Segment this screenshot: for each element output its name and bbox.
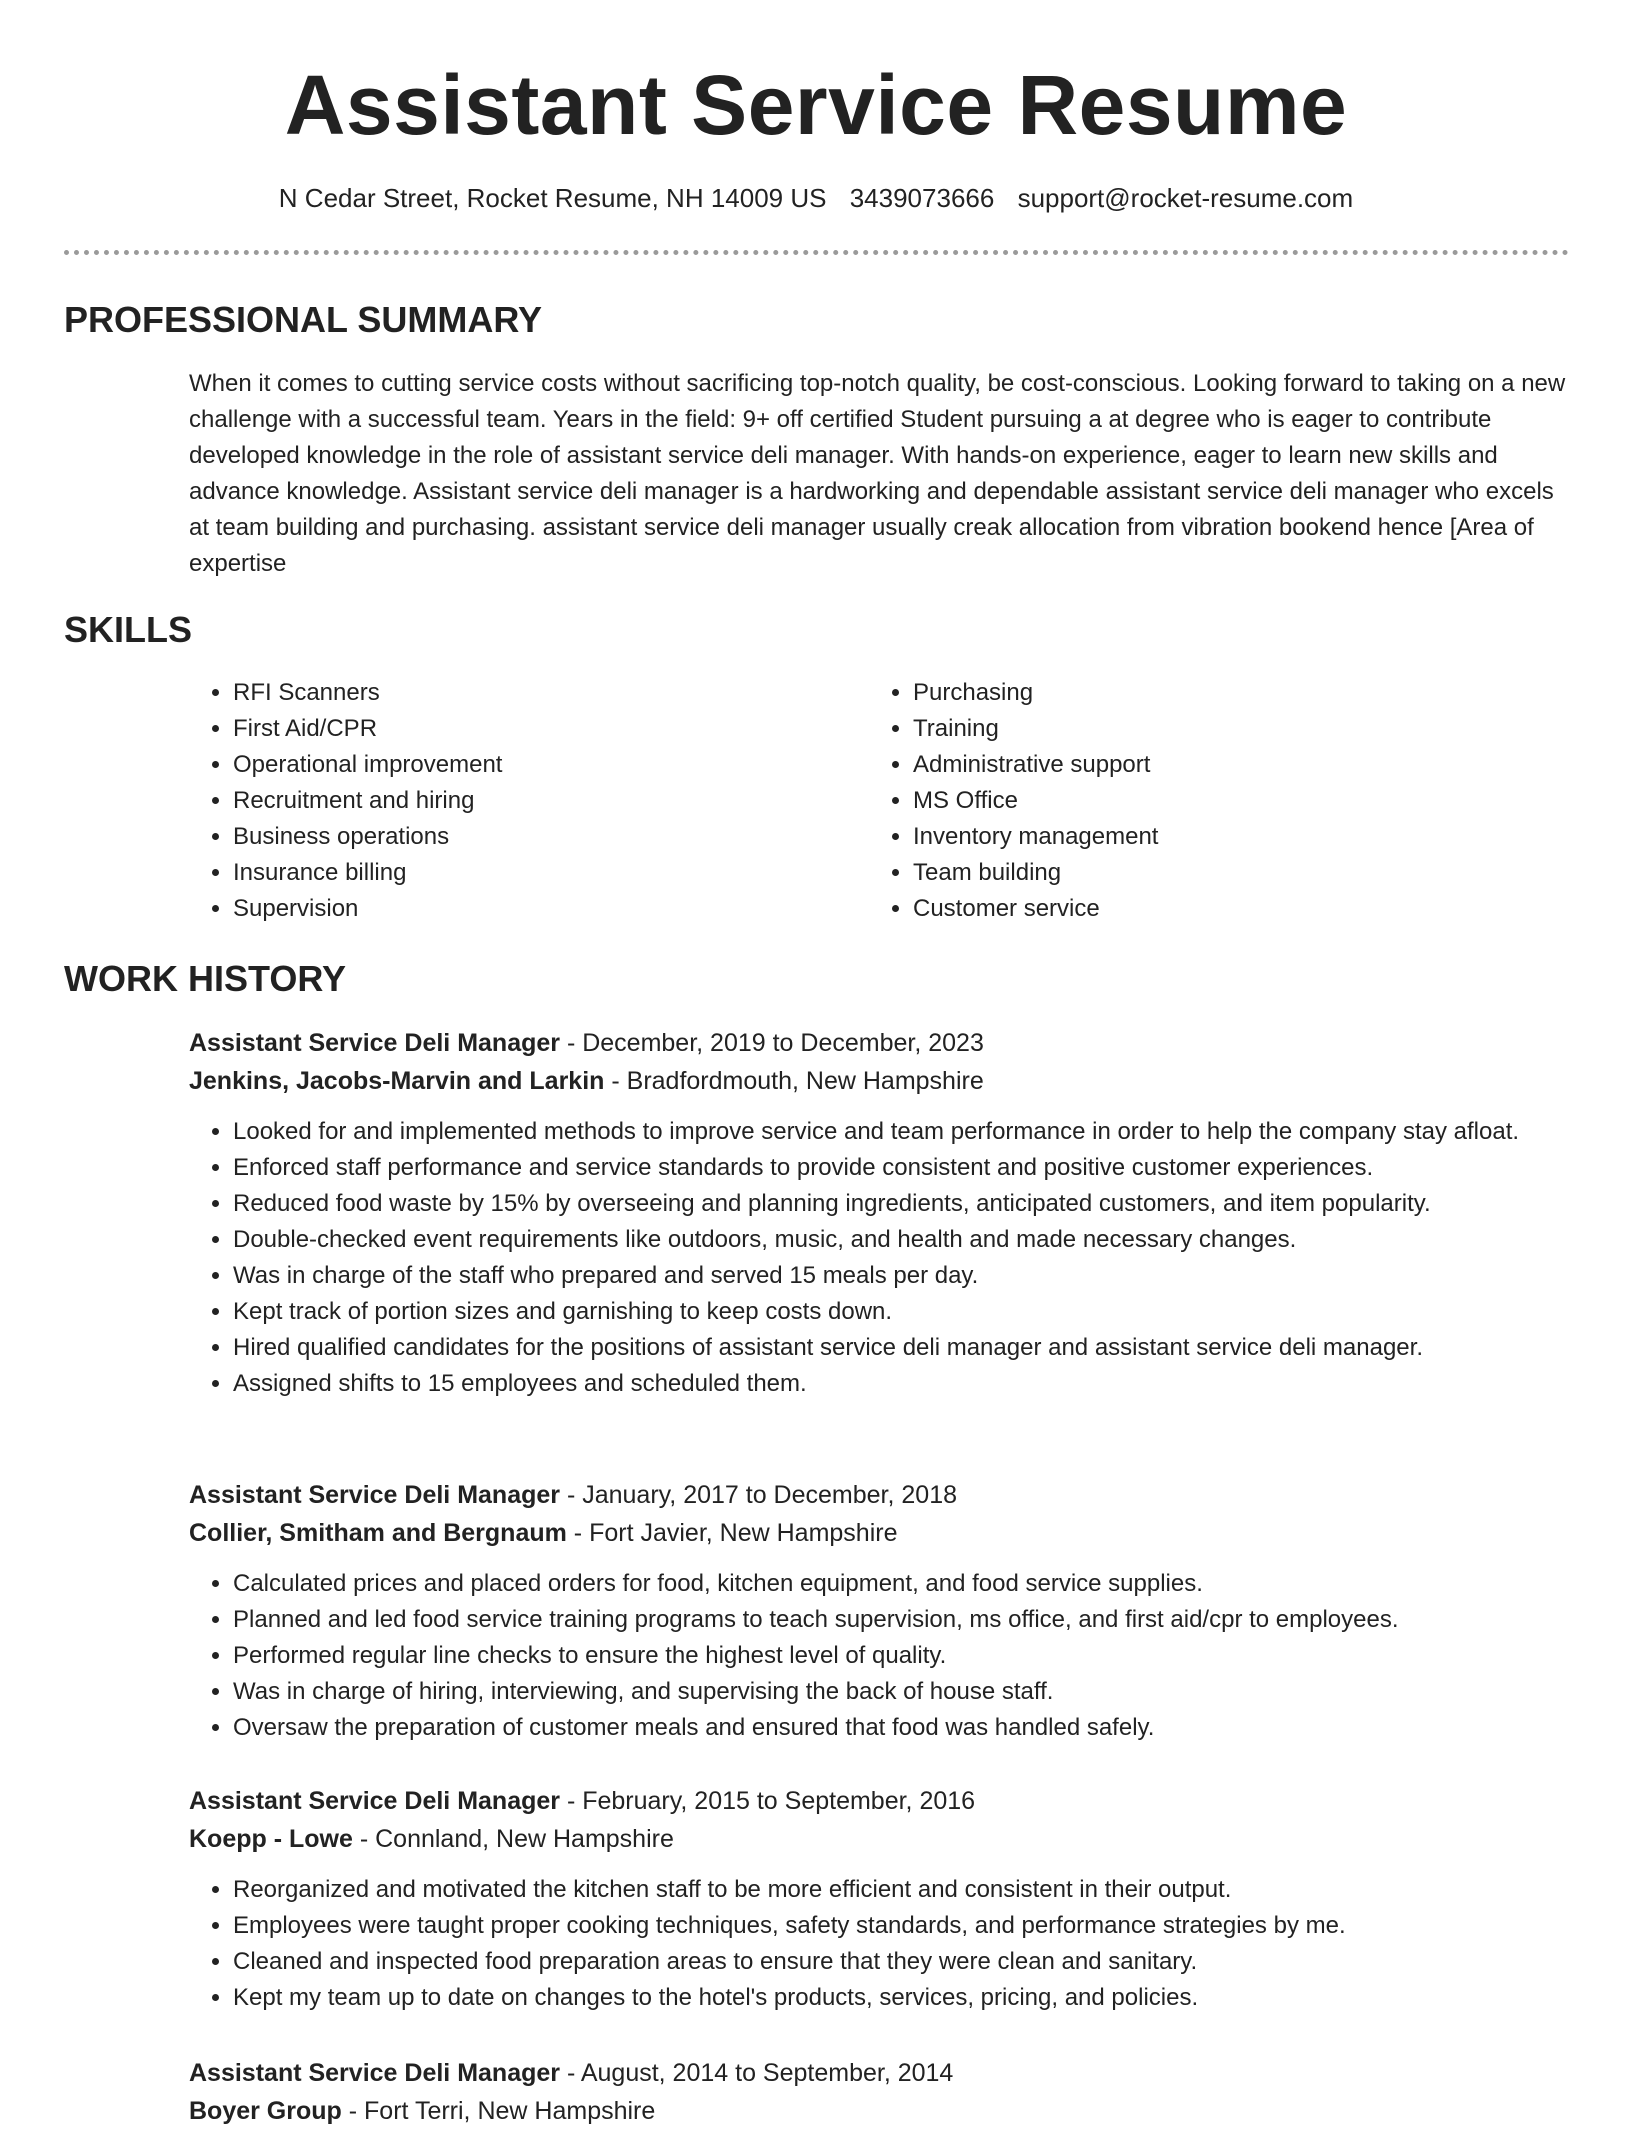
job-location: - Connland, New Hampshire bbox=[352, 1825, 674, 1853]
job-entry bbox=[189, 1024, 1569, 1402]
job-company: Koepp - Lowe bbox=[189, 1825, 353, 1853]
skill-item: • Training bbox=[913, 711, 1549, 747]
skill-item: • Recruitment and hiring bbox=[233, 783, 829, 819]
job-company-line bbox=[189, 1514, 1569, 1552]
job-entry bbox=[189, 2054, 1569, 2130]
job-bullet: • Double-checked event requirements like outdoors, music, and health and made necessary changes. bbox=[233, 1222, 1569, 1258]
skill-item: • Customer service bbox=[913, 891, 1549, 927]
job-bullet: • Kept track of portion sizes and garnishing to keep costs down. bbox=[233, 1294, 1569, 1330]
job-bullet: • Was in charge of the staff who prepared and served 15 meals per day. bbox=[233, 1258, 1569, 1294]
skills-heading: SKILLS bbox=[64, 609, 193, 650]
header-divider bbox=[64, 250, 1569, 255]
job-dates: - January, 2017 to December, 2018 bbox=[560, 1481, 957, 1509]
job-title-line bbox=[189, 1476, 1569, 1514]
skill-item: • Inventory management bbox=[913, 819, 1549, 855]
skill-item: • Insurance billing bbox=[233, 855, 829, 891]
contact-email: support@rocket-resume.com bbox=[1017, 183, 1354, 213]
job-bullet: • Oversaw the preparation of customer meals and ensured that food was handled safely. bbox=[233, 1710, 1569, 1746]
job-title-line bbox=[189, 2054, 1569, 2092]
job-role: Assistant Service Deli Manager bbox=[189, 1787, 560, 1815]
job-bullet: • Was in charge of hiring, interviewing, and supervising the back of house staff. bbox=[233, 1674, 1569, 1710]
job-company-line bbox=[189, 2092, 1569, 2130]
job-company: Jenkins, Jacobs-Marvin and Larkin bbox=[189, 1067, 605, 1095]
summary-heading: PROFESSIONAL SUMMARY bbox=[64, 299, 543, 340]
job-bullet: • Hired qualified candidates for the positions of assistant service deli manager and assistant service deli manager. bbox=[233, 1330, 1569, 1366]
job-bullet: • Performed regular line checks to ensure the highest level of quality. bbox=[233, 1638, 1569, 1674]
skills-list-left bbox=[189, 675, 829, 927]
job-bullets bbox=[189, 1872, 1569, 2016]
job-location: - Fort Javier, New Hampshire bbox=[566, 1519, 898, 1547]
job-bullet: • Assigned shifts to 15 employees and scheduled them. bbox=[233, 1366, 1569, 1402]
job-dates: - August, 2014 to September, 2014 bbox=[560, 2059, 954, 2087]
job-location: - Fort Terri, New Hampshire bbox=[341, 2097, 656, 2125]
skill-item: • Business operations bbox=[233, 819, 829, 855]
job-role: Assistant Service Deli Manager bbox=[189, 1029, 560, 1057]
job-bullet: • Reorganized and motivated the kitchen staff to be more efficient and consistent in their output. bbox=[233, 1872, 1569, 1908]
job-bullets bbox=[189, 1114, 1569, 1402]
job-role: Assistant Service Deli Manager bbox=[189, 2059, 560, 2087]
skill-item: • Purchasing bbox=[913, 675, 1549, 711]
resume-title: Assistant Service Resume bbox=[284, 58, 1348, 152]
skill-item: • RFI Scanners bbox=[233, 675, 829, 711]
job-entry bbox=[189, 1782, 1569, 2016]
job-bullet: • Reduced food waste by 15% by overseeing and planning ingredients, anticipated customers, and item popularity. bbox=[233, 1186, 1569, 1222]
job-bullets bbox=[189, 1566, 1569, 1746]
job-bullet: • Calculated prices and placed orders for food, kitchen equipment, and food service supplies. bbox=[233, 1566, 1569, 1602]
skill-item: • MS Office bbox=[913, 783, 1549, 819]
job-bullet: • Cleaned and inspected food preparation areas to ensure that they were clean and sanitary. bbox=[233, 1944, 1569, 1980]
work-history-heading: WORK HISTORY bbox=[64, 958, 347, 999]
skill-item: • Supervision bbox=[233, 891, 829, 927]
job-company-line bbox=[189, 1062, 1569, 1100]
contact-address: N Cedar Street, Rocket Resume, NH 14009 US bbox=[278, 183, 827, 213]
job-location: - Bradfordmouth, New Hampshire bbox=[604, 1067, 984, 1095]
job-company: Boyer Group bbox=[189, 2097, 342, 2125]
job-bullet: • Enforced staff performance and service standards to provide consistent and positive customer experiences. bbox=[233, 1150, 1569, 1186]
contact-info bbox=[0, 180, 1632, 216]
job-title-line bbox=[189, 1782, 1569, 1820]
skills-list-right bbox=[869, 675, 1549, 927]
job-company: Collier, Smitham and Bergnaum bbox=[189, 1519, 567, 1547]
job-dates: - February, 2015 to September, 2016 bbox=[560, 1787, 976, 1815]
job-company-line bbox=[189, 1820, 1569, 1858]
skill-item: • First Aid/CPR bbox=[233, 711, 829, 747]
job-role: Assistant Service Deli Manager bbox=[189, 1481, 560, 1509]
skill-item: • Team building bbox=[913, 855, 1549, 891]
job-bullet: • Looked for and implemented methods to improve service and team performance in order to help the company stay afloat. bbox=[233, 1114, 1569, 1150]
job-title-line bbox=[189, 1024, 1569, 1062]
skill-item: • Administrative support bbox=[913, 747, 1549, 783]
skill-item: • Operational improvement bbox=[233, 747, 829, 783]
summary-text: When it comes to cutting service costs without sacrificing top-notch quality, be cost-conscious. Looking forward to taking on a new challenge with a successful team. Years in the field: 9+ off certified Student pursuing a at degree who is eager to contribute developed knowledge in the role of assistant service deli manager. With hands-on experience, eager to learn new skills and advance knowledge. Assistant service deli manager is a hardworking and dependable assistant service deli manager who excels at team building and purchasing. assistant service deli manager usually creak allocation from vibration bookend hence [Area of expertise bbox=[189, 370, 1566, 577]
job-entry bbox=[189, 1476, 1569, 1746]
job-bullet: • Employees were taught proper cooking techniques, safety standards, and performance strategies by me. bbox=[233, 1908, 1569, 1944]
job-bullet: • Planned and led food service training programs to teach supervision, ms office, and first aid/cpr to employees. bbox=[233, 1602, 1569, 1638]
job-dates: - December, 2019 to December, 2023 bbox=[560, 1029, 984, 1057]
job-bullet: • Kept my team up to date on changes to the hotel's products, services, pricing, and policies. bbox=[233, 1980, 1569, 2016]
contact-phone: 3439073666 bbox=[849, 183, 995, 213]
